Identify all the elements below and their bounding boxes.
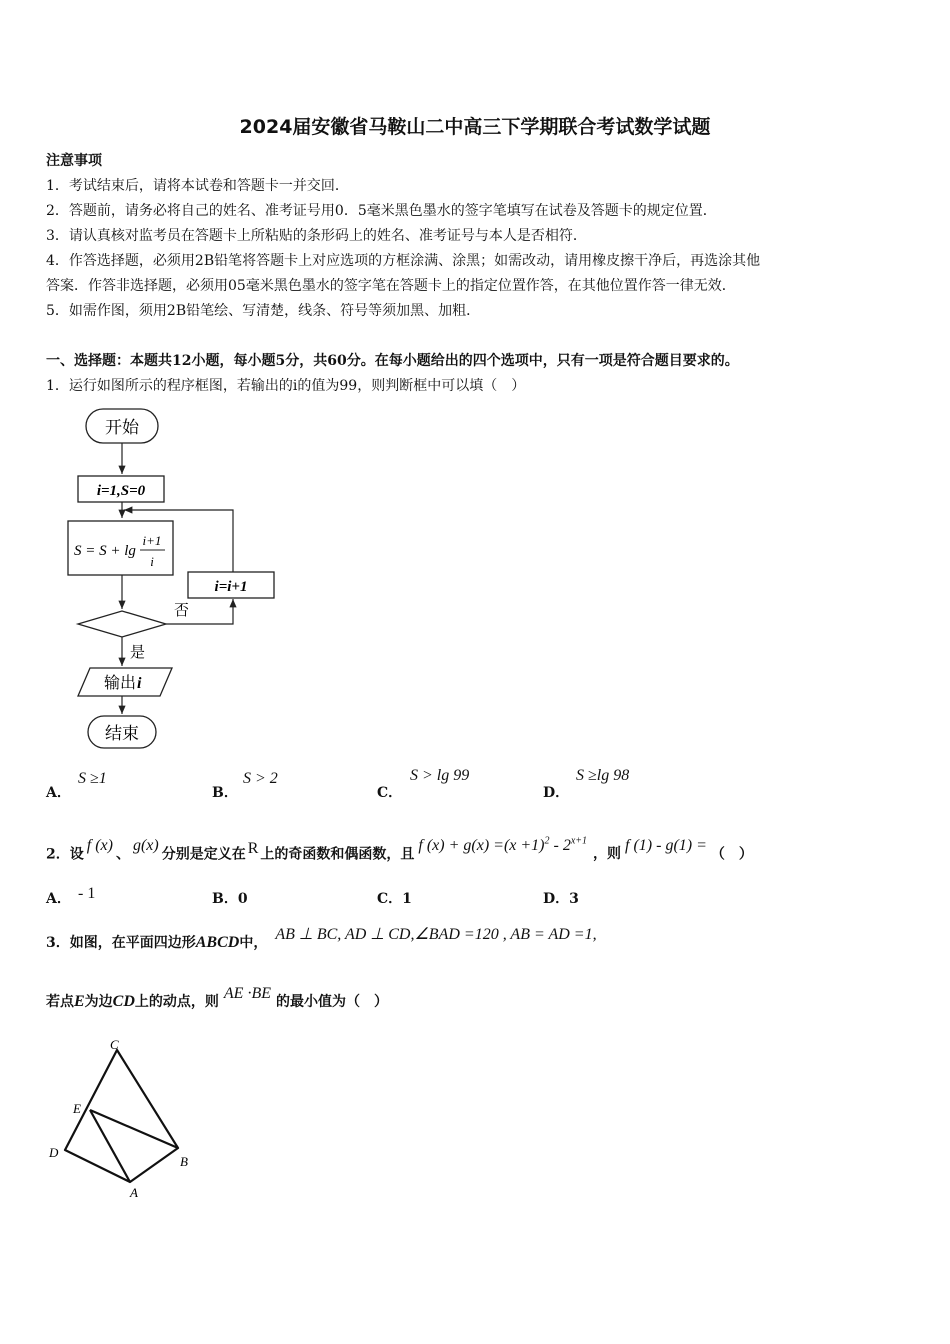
q3-line2-c: 上的动点，则	[134, 994, 219, 1010]
q3-point-e: E	[74, 993, 85, 1010]
notice-item-3: 3．请认真核对监考员在答题卡上所粘贴的条形码上的姓名、准考证号与本人是否相符．	[46, 228, 587, 244]
q2-option-b: B．0	[212, 891, 248, 907]
output-var: i	[137, 675, 142, 692]
q3-expression: AE ·BE	[223, 985, 271, 1002]
label-a: A	[130, 1185, 138, 1200]
q2-option-a-label: A．	[46, 891, 71, 907]
q1-option-a-label: A．	[46, 785, 71, 801]
init-label: i=1,S=0	[96, 483, 146, 499]
q2-eq-minus: - 2	[549, 837, 571, 855]
segment-eb	[90, 1110, 178, 1148]
label-e: E	[73, 1101, 81, 1116]
end-label: 结束	[105, 724, 139, 743]
q2-fx: f (x)	[86, 837, 113, 855]
label-b: B	[180, 1154, 188, 1169]
q2-mid: 分别是定义在	[161, 846, 246, 863]
notice-item-4-cont: 答案．作答非选择题，必须用05毫米黑色墨水的签字笔在答题卡上的指定位置作答，在其他位置作答一律无效．	[46, 278, 736, 294]
q2-then: ，则	[593, 846, 622, 863]
q1-option-c-value: S > lg 99	[410, 767, 470, 784]
q3-line2-b: 为边	[84, 994, 113, 1010]
q3-side-cd: CD	[112, 993, 135, 1010]
q1-option-d-value: S ≥lg 98	[576, 767, 630, 784]
q1-option-d-label: D．	[543, 785, 570, 801]
output-label: 输出	[104, 675, 137, 692]
q2-equation	[418, 837, 587, 854]
q3-conditions: AB ⊥ BC, AD ⊥ CD,∠BAD =120 , AB = AD =1,	[275, 926, 597, 943]
question-1-stem: 1．运行如图所示的程序框图，若输出的i的值为99，则判断框中可以填（ ）	[46, 378, 526, 394]
label-d: D	[49, 1145, 59, 1160]
q3-line2-a: 若点	[46, 994, 74, 1010]
yes-label: 是	[130, 645, 146, 661]
section-heading: 一、选择题：本题共12小题，每小题5分，共60分。在每小题给出的四个选项中，只有一项是符合题目要求的。	[46, 353, 739, 369]
q3-abcd: ABCD	[195, 934, 240, 951]
q2-prefix: 2．设	[46, 846, 84, 863]
notice-heading: 注意事项	[46, 153, 102, 169]
question-3-stem	[46, 926, 597, 953]
q2-option-d: D．3	[543, 891, 579, 907]
q3-line2-d: 的最小值为（ ）	[276, 994, 388, 1010]
update-label: S = S + lg	[74, 543, 136, 559]
q2-option-c: C．1	[377, 891, 412, 907]
q1-option-a-value: S ≥1	[78, 770, 107, 787]
q2-sep: 、	[115, 846, 130, 863]
question-3-ask	[46, 985, 388, 1012]
notice-item-2: 2．答题前，请务必将自己的姓名、准考证号用0．5毫米黑色墨水的签字笔填写在试卷及答题卡的规定位置．	[46, 203, 717, 219]
q1-option-b-value: S > 2	[243, 770, 278, 787]
start-label: 开始	[105, 418, 139, 437]
quad-abcd	[65, 1050, 178, 1182]
q2-eq-sup2: x+1	[570, 836, 588, 847]
q2-ask: f (1) - g(1) =	[625, 837, 707, 855]
q1-option-b-label: B．	[212, 785, 238, 801]
label-c: C	[110, 1037, 119, 1052]
q2-gx: g(x)	[132, 837, 159, 855]
q2-paren: （ ）	[710, 846, 753, 863]
q3-prefix: 3．如图，在平面四边形	[46, 935, 196, 951]
notice-item-4: 4．作答选择题，必须用2B铅笔将答题卡上对应选项的方框涂满、涂黑；如需改动，请用橡皮擦干净后，再选涂其他	[46, 253, 761, 269]
q2-eq-sup1: 2	[544, 836, 550, 847]
question-2-stem	[46, 836, 753, 864]
increment-label: i=i+1	[214, 579, 248, 595]
q1-option-c-label: C．	[377, 785, 403, 801]
q2-eq-main: f (x) + g(x) =(x +1)	[418, 837, 545, 855]
notice-item-5: 5．如需作图，须用2B铅笔绘、写清楚，线条、符号等须加黑、加粗．	[46, 303, 481, 319]
q3-mid: 中，	[239, 935, 268, 951]
update-frac-den: i	[150, 554, 154, 569]
notice-item-1: 1．考试结束后，请将本试卷和答题卡一并交回．	[46, 178, 349, 194]
page-title: 2024届安徽省马鞍山二中高三下学期联合考试数学试题	[239, 116, 711, 138]
no-label: 否	[174, 603, 190, 619]
flowchart	[60, 405, 300, 755]
q2-mid2: 上的奇函数和偶函数，且	[260, 846, 415, 863]
q2-R: R	[247, 840, 259, 858]
decision-diamond	[78, 611, 166, 637]
quadrilateral-figure	[40, 1035, 210, 1210]
q2-option-a-value: - 1	[78, 885, 96, 902]
update-frac-num: i+1	[142, 533, 162, 548]
